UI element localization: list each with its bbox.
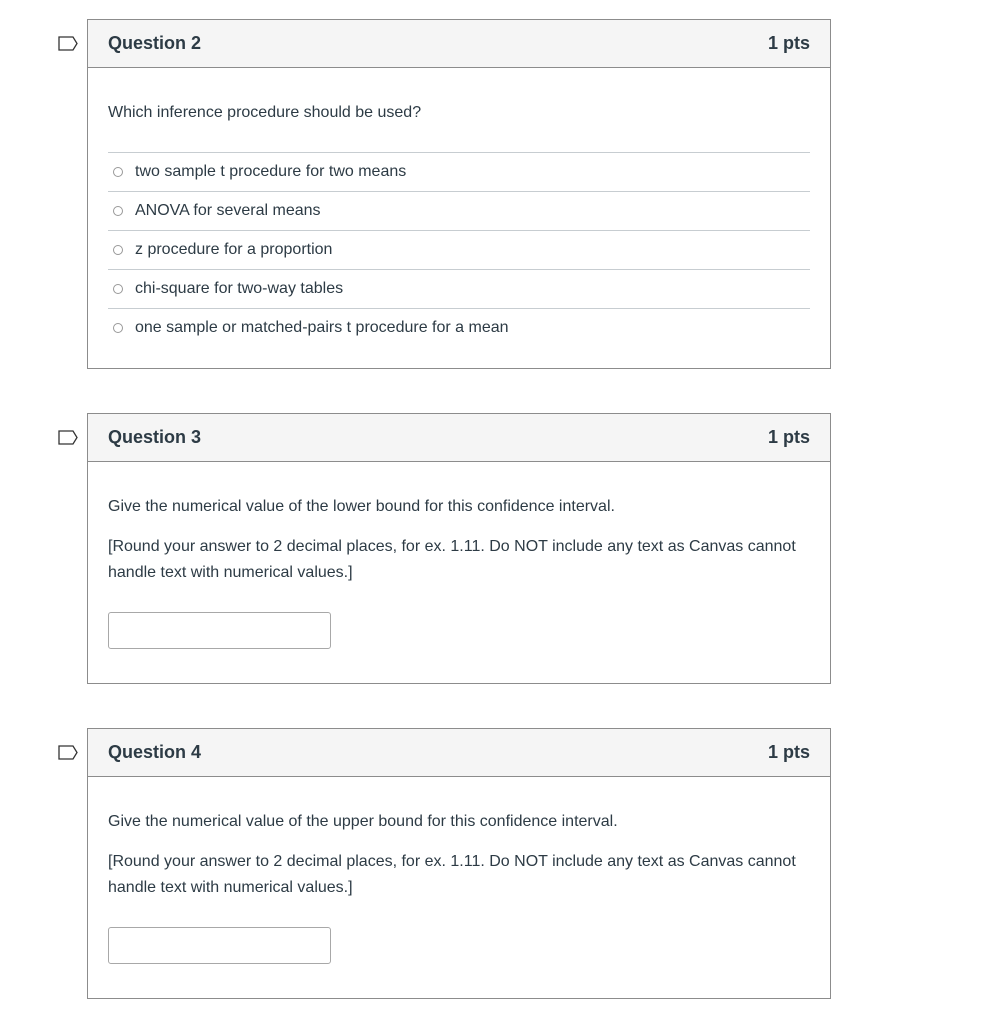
- question-text: Give the numerical value of the lower bound for this confidence interval.: [108, 498, 615, 515]
- answer-option[interactable]: chi-square for two-way tables: [108, 269, 810, 308]
- question-points: 1 pts: [767, 742, 810, 762]
- answer-input[interactable]: [108, 612, 331, 649]
- question-4: [87, 728, 831, 999]
- answer-option[interactable]: ANOVA for several means: [108, 191, 810, 230]
- flag-icon[interactable]: [58, 430, 78, 445]
- question-note: [Round your answer to 2 decimal places, for ex. 1.11. Do NOT include any text as Canvas cannot handle text with numerical values.]: [108, 538, 796, 581]
- question-text: Give the numerical value of the upper bound for this confidence interval.: [108, 813, 618, 830]
- question-note: [Round your answer to 2 decimal places, for ex. 1.11. Do NOT include any text as Canvas cannot handle text with numerical values.]: [108, 853, 796, 896]
- question-3: [87, 413, 831, 684]
- question-header: [88, 414, 830, 462]
- flag-icon[interactable]: [58, 36, 78, 51]
- question-points: 1 pts: [767, 427, 810, 447]
- radio-button[interactable]: [113, 167, 123, 177]
- question-2: [87, 19, 831, 369]
- radio-button[interactable]: [113, 323, 123, 333]
- question-title: Question 4: [108, 742, 202, 762]
- answer-option[interactable]: z procedure for a proportion: [108, 230, 810, 269]
- question-header: [88, 729, 830, 777]
- flag-icon[interactable]: [58, 745, 78, 760]
- question-title: Question 3: [108, 427, 202, 447]
- question-text: Which inference procedure should be used?: [108, 104, 422, 121]
- answer-input[interactable]: [108, 927, 331, 964]
- question-header: [88, 20, 830, 68]
- radio-button[interactable]: [113, 206, 123, 216]
- radio-button[interactable]: [113, 284, 123, 294]
- answer-option[interactable]: two sample t procedure for two means: [108, 152, 810, 191]
- question-title: Question 2: [108, 33, 202, 53]
- radio-button[interactable]: [113, 245, 123, 255]
- question-points: 1 pts: [767, 33, 810, 53]
- answer-option[interactable]: one sample or matched-pairs t procedure for a mean: [108, 308, 810, 347]
